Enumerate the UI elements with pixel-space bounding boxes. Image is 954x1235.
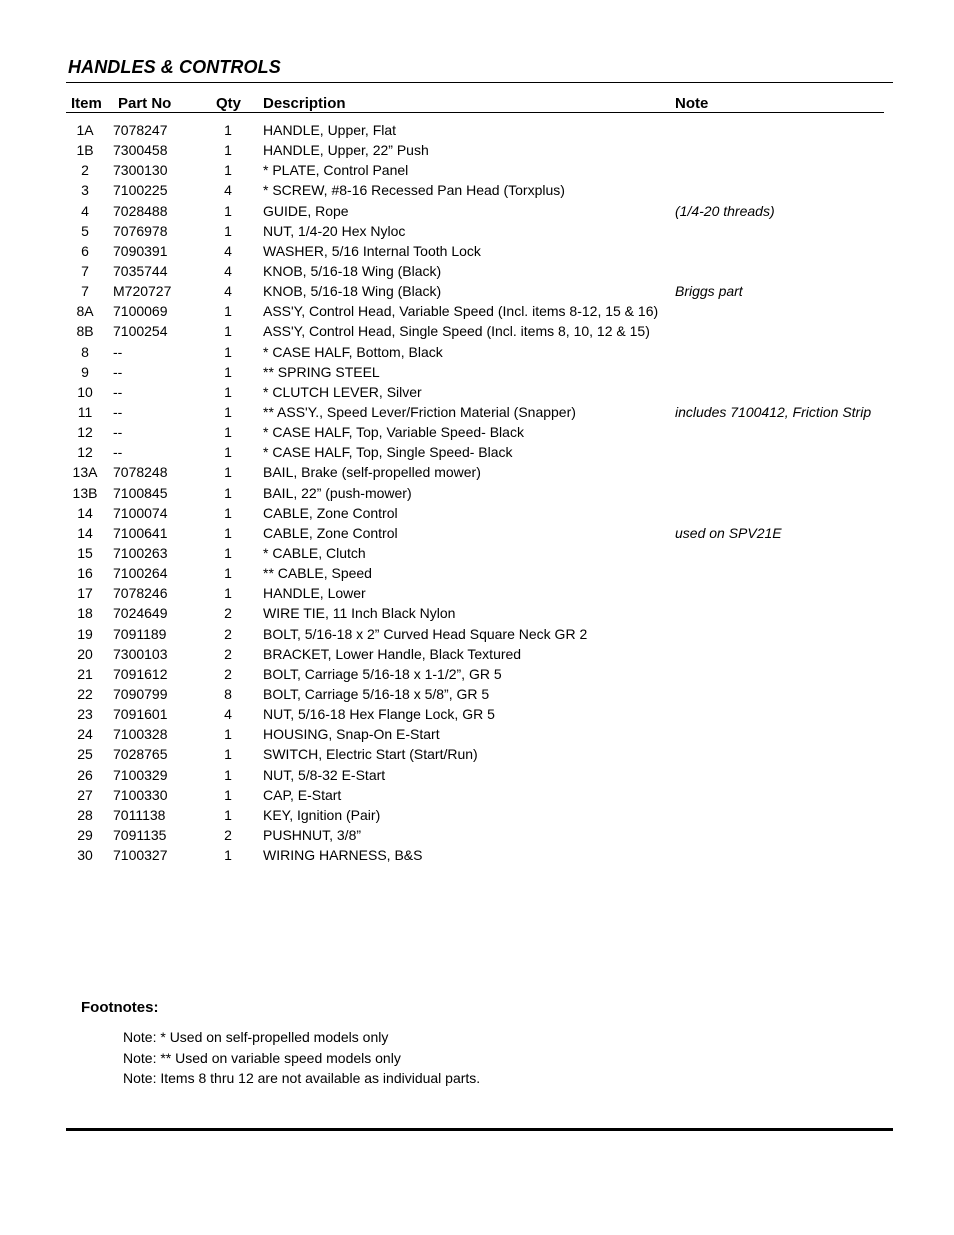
- cell-description: BOLT, 5/16-18 x 2” Curved Head Square Neck GR 2: [263, 625, 588, 642]
- table-row: [66, 201, 896, 221]
- cell-part-no: 7078248: [113, 464, 168, 481]
- table-row: [66, 422, 896, 442]
- cell-qty: 1: [224, 565, 232, 582]
- table-row: [66, 301, 896, 321]
- cell-part-no: --: [113, 383, 123, 400]
- cell-qty: 1: [224, 847, 232, 864]
- cell-note: Briggs part: [675, 283, 743, 300]
- cell-qty: 1: [224, 343, 232, 360]
- cell-qty: 1: [224, 403, 232, 420]
- table-row: [66, 402, 896, 422]
- footnote-line: Note: * Used on self-propelled models only: [123, 1029, 389, 1045]
- cell-part-no: 7100069: [113, 303, 168, 320]
- cell-item: 13A: [72, 464, 98, 481]
- cell-part-no: 7028765: [113, 746, 168, 763]
- cell-qty: 1: [224, 484, 232, 501]
- cell-qty: 4: [224, 283, 232, 300]
- cell-part-no: 7011138: [113, 806, 166, 823]
- cell-item: 29: [77, 826, 93, 843]
- cell-description: ASS'Y, Control Head, Single Speed (Incl. items 8, 10, 12 & 15): [263, 323, 650, 340]
- parts-table: [66, 120, 896, 865]
- cell-qty: 4: [224, 242, 232, 259]
- cell-qty: 2: [224, 665, 232, 682]
- footnotes-list: [123, 1027, 480, 1089]
- cell-qty: 4: [224, 706, 232, 723]
- table-row: [66, 603, 896, 623]
- column-header-note: Note: [675, 95, 709, 112]
- table-row: [66, 785, 896, 805]
- cell-qty: 2: [224, 826, 232, 843]
- table-row: [66, 382, 896, 402]
- table-row: [66, 140, 896, 160]
- table-row: [66, 563, 896, 583]
- cell-part-no: --: [113, 363, 123, 380]
- cell-description: HANDLE, Lower: [263, 585, 366, 602]
- cell-item: 3: [81, 182, 89, 199]
- cell-part-no: --: [113, 424, 123, 441]
- cell-description: KNOB, 5/16-18 Wing (Black): [263, 262, 442, 279]
- cell-qty: 1: [224, 303, 232, 320]
- table-header: [66, 94, 884, 113]
- cell-description: PUSHNUT, 3/8”: [263, 826, 362, 843]
- cell-qty: 1: [224, 424, 232, 441]
- cell-item: 19: [77, 625, 93, 642]
- table-row: [66, 664, 896, 684]
- cell-qty: 8: [224, 685, 232, 702]
- cell-qty: 1: [224, 786, 232, 803]
- column-header-part-no: Part No: [118, 95, 172, 112]
- cell-qty: 1: [224, 806, 232, 823]
- cell-item: 1A: [76, 122, 94, 138]
- cell-part-no: 7100328: [113, 726, 168, 743]
- column-header-item: Item: [71, 95, 102, 112]
- cell-description: WIRING HARNESS, B&S: [263, 847, 423, 864]
- cell-description: * SCREW, #8-16 Recessed Pan Head (Torxplus): [263, 182, 565, 199]
- cell-part-no: 7090391: [113, 242, 168, 259]
- table-row: [66, 704, 896, 724]
- cell-part-no: 7035744: [113, 262, 168, 279]
- cell-description: KNOB, 5/16-18 Wing (Black): [263, 283, 442, 300]
- cell-description: WIRE TIE, 11 Inch Black Nylon: [263, 605, 456, 622]
- cell-item: 13B: [72, 484, 98, 501]
- cell-item: 22: [77, 685, 93, 702]
- cell-item: 28: [77, 806, 93, 823]
- footnotes-title: Footnotes:: [81, 999, 159, 1016]
- footnote-line: Note: Items 8 thru 12 are not available as individual parts.: [123, 1070, 481, 1086]
- cell-description: CABLE, Zone Control: [263, 524, 398, 541]
- cell-part-no: 7076978: [113, 222, 168, 239]
- cell-item: 18: [77, 605, 93, 622]
- cell-part-no: 7300103: [113, 645, 168, 662]
- cell-part-no: 7100327: [113, 847, 168, 864]
- cell-qty: 1: [224, 726, 232, 743]
- cell-item: 12: [77, 424, 93, 441]
- cell-description: BAIL, Brake (self-propelled mower): [263, 464, 481, 481]
- cell-item: 23: [77, 706, 93, 723]
- cell-description: * PLATE, Control Panel: [263, 162, 409, 179]
- cell-item: 17: [77, 585, 93, 602]
- cell-part-no: 7091612: [113, 665, 168, 682]
- cell-item: 8A: [76, 303, 94, 320]
- table-row: [66, 744, 896, 764]
- cell-qty: 1: [224, 504, 232, 521]
- cell-part-no: 7100263: [113, 544, 168, 561]
- cell-description: ** CABLE, Speed: [263, 565, 372, 582]
- cell-part-no: 7028488: [113, 202, 168, 219]
- table-row: [66, 120, 896, 140]
- cell-part-no: 7100641: [113, 524, 168, 541]
- cell-item: 26: [77, 766, 93, 783]
- cell-qty: 2: [224, 605, 232, 622]
- table-row: [66, 483, 896, 503]
- cell-qty: 1: [224, 383, 232, 400]
- cell-qty: 1: [224, 162, 232, 179]
- cell-description: * CASE HALF, Top, Single Speed- Black: [263, 444, 513, 461]
- cell-item: 8B: [76, 323, 94, 340]
- cell-description: BOLT, Carriage 5/16-18 x 5/8”, GR 5: [263, 685, 490, 702]
- cell-item: 2: [81, 162, 89, 179]
- table-row: [66, 765, 896, 785]
- cell-description: WASHER, 5/16 Internal Tooth Lock: [263, 242, 481, 259]
- cell-part-no: 7100264: [113, 565, 168, 582]
- cell-qty: 2: [224, 645, 232, 662]
- cell-qty: 1: [224, 202, 232, 219]
- table-row: [66, 362, 896, 382]
- cell-part-no: --: [113, 444, 123, 461]
- cell-item: 6: [81, 242, 89, 259]
- cell-description: HANDLE, Upper, 22” Push: [263, 142, 429, 159]
- table-row: [66, 180, 896, 200]
- cell-description: BAIL, 22” (push-mower): [263, 484, 412, 501]
- cell-part-no: 7091189: [113, 625, 167, 642]
- column-header-qty: Qty: [216, 95, 242, 112]
- cell-description: * CASE HALF, Top, Variable Speed- Black: [263, 424, 524, 441]
- table-row: [66, 724, 896, 744]
- cell-item: 21: [77, 665, 93, 682]
- cell-part-no: 7100254: [113, 323, 168, 340]
- table-row: [66, 523, 896, 543]
- cell-description: NUT, 5/8-32 E-Start: [263, 766, 386, 783]
- cell-qty: 1: [224, 444, 232, 461]
- table-row: [66, 644, 896, 664]
- cell-part-no: 7091135: [113, 826, 167, 843]
- table-row: [66, 241, 896, 261]
- cell-part-no: 7300130: [113, 162, 168, 179]
- cell-description: ASS'Y, Control Head, Variable Speed (Incl. items 8-12, 15 & 16): [263, 303, 659, 320]
- cell-note: used on SPV21E: [675, 524, 782, 541]
- cell-item: 20: [77, 645, 93, 662]
- cell-item: 12: [77, 444, 93, 461]
- cell-description: BRACKET, Lower Handle, Black Textured: [263, 645, 522, 662]
- cell-item: 11: [77, 403, 93, 420]
- cell-part-no: 7100225: [113, 182, 168, 199]
- cell-part-no: --: [113, 343, 123, 360]
- cell-item: 4: [81, 202, 89, 219]
- cell-description: * CLUTCH LEVER, Silver: [263, 383, 422, 400]
- cell-qty: 1: [224, 524, 232, 541]
- cell-qty: 1: [224, 142, 232, 159]
- cell-qty: 1: [224, 464, 232, 481]
- cell-part-no: 7300458: [113, 142, 168, 159]
- cell-description: * CABLE, Clutch: [263, 544, 366, 561]
- cell-description: * CASE HALF, Bottom, Black: [263, 343, 443, 360]
- cell-part-no: 7024649: [113, 605, 168, 622]
- cell-part-no: 7100074: [113, 504, 168, 521]
- table-row: [66, 462, 896, 482]
- header-divider: [66, 82, 893, 83]
- cell-qty: 1: [224, 363, 232, 380]
- table-row: [66, 261, 896, 281]
- cell-item: 14: [77, 504, 93, 521]
- cell-description: HOUSING, Snap-On E-Start: [263, 726, 440, 743]
- cell-qty: 1: [224, 585, 232, 602]
- cell-description: NUT, 5/16-18 Hex Flange Lock, GR 5: [263, 706, 495, 723]
- column-header-description: Description: [263, 95, 346, 112]
- cell-item: 10: [77, 383, 93, 400]
- cell-item: 16: [77, 565, 93, 582]
- cell-part-no: 7090799: [113, 685, 168, 702]
- cell-qty: 1: [224, 746, 232, 763]
- cell-part-no: 7100845: [113, 484, 168, 501]
- table-row: [66, 543, 896, 563]
- cell-description: ** ASS'Y., Speed Lever/Friction Material (Snapper): [263, 403, 576, 420]
- table-row: [66, 583, 896, 603]
- cell-part-no: 7100330: [113, 786, 168, 803]
- cell-part-no: --: [113, 403, 123, 420]
- cell-part-no: M720727: [113, 283, 172, 300]
- cell-part-no: 7091601: [113, 706, 168, 723]
- cell-description: HANDLE, Upper, Flat: [263, 122, 397, 138]
- table-row: [66, 825, 896, 845]
- cell-part-no: 7078246: [113, 585, 168, 602]
- cell-item: 24: [77, 726, 93, 743]
- cell-description: GUIDE, Rope: [263, 202, 349, 219]
- cell-item: 7: [81, 262, 89, 279]
- cell-qty: 1: [224, 222, 232, 239]
- cell-qty: 1: [224, 544, 232, 561]
- cell-part-no: 7078247: [113, 122, 168, 138]
- cell-description: CABLE, Zone Control: [263, 504, 398, 521]
- cell-item: 30: [77, 847, 93, 864]
- cell-item: 27: [77, 786, 93, 803]
- footnote-line: Note: ** Used on variable speed models only: [123, 1049, 401, 1066]
- table-row: [66, 442, 896, 462]
- cell-qty: 1: [224, 766, 232, 783]
- cell-item: 14: [77, 524, 93, 541]
- table-row: [66, 160, 896, 180]
- cell-description: KEY, Ignition (Pair): [263, 806, 381, 823]
- cell-note: (1/4-20 threads): [675, 202, 775, 219]
- cell-description: BOLT, Carriage 5/16-18 x 1-1/2”, GR 5: [263, 665, 502, 682]
- cell-item: 7: [81, 283, 89, 300]
- cell-qty: 4: [224, 182, 232, 199]
- table-row: [66, 342, 896, 362]
- cell-item: 1B: [76, 142, 94, 159]
- cell-qty: 4: [224, 262, 232, 279]
- cell-item: 5: [81, 222, 89, 239]
- table-row: [66, 281, 896, 301]
- cell-description: ** SPRING STEEL: [263, 363, 380, 380]
- cell-item: 25: [77, 746, 93, 763]
- cell-qty: 2: [224, 625, 232, 642]
- table-row: [66, 624, 896, 644]
- table-row: [66, 684, 896, 704]
- cell-item: 15: [77, 544, 93, 561]
- page-title: HANDLES & CONTROLS: [68, 57, 281, 77]
- cell-qty: 1: [224, 122, 232, 138]
- footer-divider: [66, 1128, 893, 1131]
- table-row: [66, 321, 896, 341]
- cell-item: 8: [81, 343, 89, 360]
- cell-item: 9: [81, 363, 89, 380]
- cell-part-no: 7100329: [113, 766, 168, 783]
- table-row: [66, 845, 896, 865]
- table-row: [66, 221, 896, 241]
- cell-description: SWITCH, Electric Start (Start/Run): [263, 746, 478, 763]
- cell-description: CAP, E-Start: [263, 786, 342, 803]
- cell-note: includes 7100412, Friction Strip: [675, 403, 872, 420]
- cell-description: NUT, 1/4-20 Hex Nyloc: [263, 222, 406, 239]
- cell-qty: 1: [224, 323, 232, 340]
- table-row: [66, 503, 896, 523]
- table-row: [66, 805, 896, 825]
